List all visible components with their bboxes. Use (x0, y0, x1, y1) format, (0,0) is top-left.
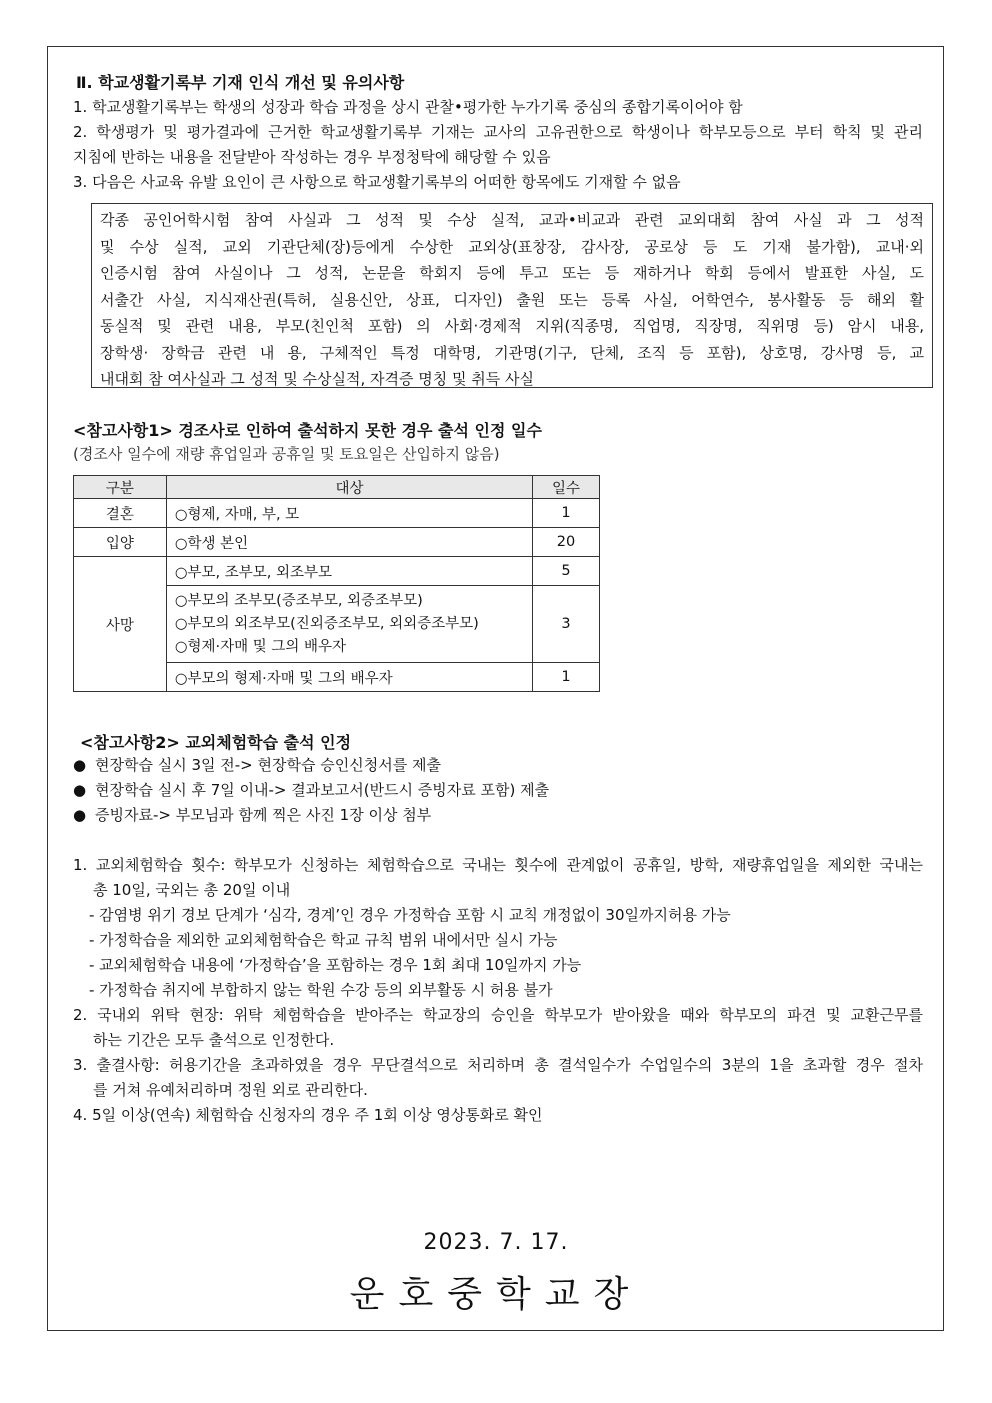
ref2-item: - 교외체험학습 내용에 ‘가정학습’을 포함하는 경우 1회 최대 10일까지 가능 (89, 956, 582, 974)
ref2-item: 하는 기간은 모두 출석으로 인정한다. (93, 1031, 335, 1049)
table-row (74, 499, 600, 528)
box-line: 동실적 및 관련 내용, 부모(친인척 포함) 의 사회·경제적 지위(직종명, 직업명, 직장명, 직위명 등) 암시 내용, (100, 317, 924, 335)
box-line: 내대회 참 여사실과 그 성적 및 수상실적, 자격증 명칭 및 취득 사실 (100, 370, 534, 388)
ref1-note: (경조사 일수에 재량 휴업일과 공휴일 및 토요일은 산입하지 않음) (73, 445, 500, 463)
bullet-text: 현장학습 실시 후 7일 이내-> 결과보고서(반드시 증빙자료 포함) 제출 (95, 781, 550, 799)
row-target: ○부모의 조부모(증조부모, 외증조부모) (174, 592, 423, 609)
ref2-item: 3. 출결사항: 허용기간을 초과하였을 경우 무단결석으로 처리하며 총 결석일수가 수업일수의 3분의 1을 초과할 경우 절차 (73, 1056, 923, 1074)
box-line: 인증시험 참여 사실이나 그 성적, 논문을 학회지 등에 투고 또는 등 재하거나 학회 등에서 발표한 사실, 도 (100, 264, 924, 282)
ref2-item: 총 10일, 국외는 총 20일 이내 (93, 881, 291, 899)
ref2-title: <참고사항2> 교외체험학습 출석 인정 (80, 733, 352, 752)
row-days: 3 (533, 586, 600, 663)
section-item: 지침에 반하는 내용을 전달받아 작성하는 경우 부정청탁에 해당할 수 있음 (73, 148, 551, 166)
ref2-bullet (73, 778, 549, 803)
box-line: 장학생· 장학금 관련 내 용, 구체적인 특정 대학명, 기관명(기구, 단체, 조직 등 포함), 상호명, 강사명 등, 교 (100, 343, 924, 362)
row-days: 1 (533, 499, 600, 528)
ref2-bullet (73, 803, 431, 828)
ref2-item: - 가정학습을 제외한 교외체험학습은 학교 규칙 범위 내에서만 실시 가능 (89, 931, 558, 949)
box-line: 서출간 사실, 지식재산권(특허, 실용신안, 상표, 디자인) 출원 또는 등록 사실, 어학연수, 봉사활동 등 해외 활 (100, 290, 924, 309)
row-target-multi (166, 586, 532, 663)
ref2-item: 4. 5일 이상(연속) 체험학습 신청자의 경우 주 1회 이상 영상통화로 확인 (73, 1106, 543, 1124)
bullet-text: 현장학습 실시 3일 전-> 현장학습 승인신청서를 제출 (95, 756, 441, 774)
box-line: 및 수상 실적, 교외 기관단체(장)등에게 수상한 교외상(표창장, 감사장, 공로상 등 도 기재 불가함), 교내·외 (100, 237, 924, 256)
row-target: ○학생 본인 (166, 528, 532, 557)
row-days: 20 (533, 528, 600, 557)
table-header-row (74, 476, 600, 499)
ref2-item: 2. 국내외 위탁 현장: 위탁 체험학습을 받아주는 학교장의 승인을 학부모가 받아왔을 때와 학부모의 파견 및 교환근무를 (73, 1006, 923, 1024)
table-row (74, 528, 600, 557)
ref2-item: 1. 교외체험학습 횟수: 학부모가 신청하는 체험학습으로 국내는 횟수에 관계없이 공휴일, 방학, 재량휴업일을 제외한 국내는 (73, 856, 923, 874)
ref2-bullet (73, 753, 441, 778)
header-target: 대상 (166, 476, 532, 499)
ref2-item: - 가정학습 취지에 부합하지 않는 학원 수강 등의 외부활동 시 허용 불가 (89, 981, 553, 999)
row-category: 결혼 (74, 499, 167, 528)
prohibited-items-box (91, 203, 933, 388)
row-target: ○부모의 외조부모(진외증조부모, 외외증조부모) (174, 615, 479, 632)
bullet-icon: ● (73, 806, 87, 824)
row-target: ○형제·자매 및 그의 배우자 (174, 638, 347, 655)
header-days: 일수 (533, 476, 600, 499)
section-item: 2. 학생평가 및 평가결과에 근거한 학교생활기록부 기재는 교사의 고유권한으로 학생이나 학부모등으로 부터 학칙 및 관리 (73, 123, 923, 141)
ref2-item: - 감염병 위기 경보 단계가 ‘심각, 경계’인 경우 가정학습 포함 시 교칙 개정없이 30일까지허용 가능 (89, 906, 731, 924)
principal-signature: 운호중학교장 (349, 1274, 643, 1315)
bullet-icon: ● (73, 756, 87, 774)
ref1-title: <참고사항1> 경조사로 인하여 출석하지 못한 경우 출석 인정 일수 (73, 421, 542, 440)
section-title: Ⅱ. 학교생활기록부 기재 인식 개선 및 유의사항 (76, 73, 405, 92)
header-category: 구분 (74, 476, 167, 499)
issue-date: 2023. 7. 17. (423, 1230, 569, 1255)
attendance-table (73, 475, 600, 692)
row-category: 사망 (74, 557, 167, 692)
section-item: 3. 다음은 사교육 유발 요인이 큰 사항으로 학교생활기록부의 어떠한 항목에도 기재할 수 없음 (73, 173, 681, 191)
row-target: ○부모의 형제·자매 및 그의 배우자 (166, 663, 532, 692)
table-row (74, 557, 600, 586)
ref2-item: 를 거쳐 유예처리하며 정원 외로 관리한다. (93, 1081, 368, 1099)
bullet-text: 증빙자료-> 부모님과 함께 찍은 사진 1장 이상 첨부 (95, 806, 432, 824)
row-days: 5 (533, 557, 600, 586)
box-line: 각종 공인어학시험 참여 사실과 그 성적 및 수상 실적, 교과•비교과 관련 교외대회 참여 사실 과 그 성적 (100, 211, 924, 229)
row-target: ○부모, 조부모, 외조부모 (166, 557, 532, 586)
row-category: 입양 (74, 528, 167, 557)
row-target: ○형제, 자매, 부, 모 (166, 499, 532, 528)
bullet-icon: ● (73, 781, 87, 799)
section-item: 1. 학교생활기록부는 학생의 성장과 학습 과정을 상시 관찰•평가한 누가기록 중심의 종합기록이어야 함 (73, 98, 743, 116)
row-days: 1 (533, 663, 600, 692)
